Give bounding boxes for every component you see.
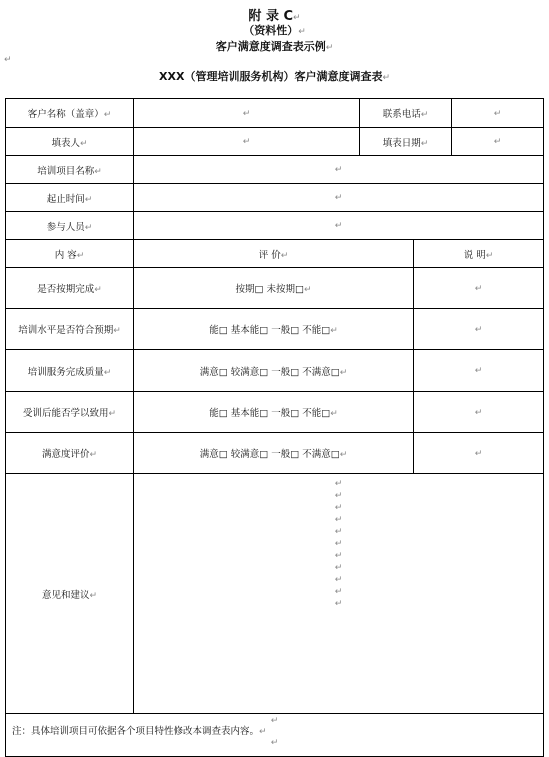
table-row <box>6 433 544 474</box>
col-notes-header: 说 明↵ <box>414 240 544 268</box>
satisfaction-label: 满意度评价↵ <box>6 433 134 474</box>
fill-date-label: 填表日期↵ <box>360 128 452 156</box>
return-mark: ↵ <box>334 503 343 513</box>
service-quality-options[interactable]: 满意□ 较满意□ 一般□ 不满意□↵ <box>134 350 414 392</box>
form-title <box>0 68 549 84</box>
return-mark: ↵ <box>382 73 390 83</box>
table-row <box>6 474 544 714</box>
suggestions-label: 意见和建议↵ <box>6 474 134 714</box>
level-expectation-options[interactable]: 能□ 基本能□ 一般□ 不能□↵ <box>134 309 414 350</box>
table-row <box>6 128 544 156</box>
return-mark: ↵ <box>293 13 301 23</box>
participants-label: 参与人员↵ <box>6 212 134 240</box>
filler-field[interactable]: ↵ <box>134 128 360 156</box>
nature-text: （资料性） <box>243 24 299 37</box>
return-mark: ↵ <box>334 551 343 561</box>
return-mark: ↵ <box>334 515 343 525</box>
satisfaction-notes[interactable]: ↵ <box>414 433 544 474</box>
col-content-header: 内 容↵ <box>6 240 134 268</box>
table-row <box>6 350 544 392</box>
apply-learning-label: 受训后能否学以致用↵ <box>6 392 134 433</box>
contact-phone-field[interactable]: ↵ <box>452 99 544 128</box>
document-subtitle <box>0 38 549 54</box>
return-mark: ↵ <box>334 575 343 585</box>
table-row <box>6 156 544 184</box>
note-cell <box>6 714 544 757</box>
on-time-notes[interactable]: ↵ <box>414 268 544 309</box>
note-text: 注：具体培训项目可依据各个项目特性修改本调查表内容。↵ <box>12 726 267 737</box>
table-row <box>6 309 544 350</box>
participants-field[interactable]: ↵ <box>134 212 544 240</box>
table-header-row <box>6 240 544 268</box>
suggestions-return-marks <box>335 478 343 610</box>
return-mark: ↵ <box>4 55 12 65</box>
subtitle-text: 客户满意度调查表示例 <box>215 40 326 53</box>
level-expectation-label: 培训水平是否符合预期↵ <box>6 309 134 350</box>
return-mark: ↵ <box>334 563 343 573</box>
return-mark: ↵ <box>334 539 343 549</box>
client-name-label: 客户名称（盖章）↵ <box>6 99 134 128</box>
level-expectation-notes[interactable]: ↵ <box>414 309 544 350</box>
apply-learning-notes[interactable]: ↵ <box>414 392 544 433</box>
fill-date-field[interactable]: ↵ <box>452 128 544 156</box>
return-mark: ↵ <box>334 527 343 537</box>
on-time-options[interactable]: 按期□ 未按期□↵ <box>134 268 414 309</box>
suggestions-field[interactable] <box>134 474 544 714</box>
nature-label <box>0 22 549 38</box>
satisfaction-survey-table <box>5 98 544 757</box>
table-row <box>6 99 544 128</box>
period-label: 起止时间↵ <box>6 184 134 212</box>
col-evaluation-header: 评 价↵ <box>134 240 414 268</box>
service-quality-notes[interactable]: ↵ <box>414 350 544 392</box>
return-mark: ↵ <box>270 738 279 748</box>
service-quality-label: 培训服务完成质量↵ <box>6 350 134 392</box>
contact-phone-label: 联系电话↵ <box>360 99 452 128</box>
return-mark: ↵ <box>334 587 343 597</box>
satisfaction-options[interactable]: 满意□ 较满意□ 一般□ 不满意□↵ <box>134 433 414 474</box>
apply-learning-options[interactable]: 能□ 基本能□ 一般□ 不能□↵ <box>134 392 414 433</box>
project-name-label: 培训项目名称↵ <box>6 156 134 184</box>
return-mark: ↵ <box>334 491 343 501</box>
period-field[interactable]: ↵ <box>134 184 544 212</box>
filler-label: 填表人↵ <box>6 128 134 156</box>
return-mark: ↵ <box>325 43 334 53</box>
table-row <box>6 184 544 212</box>
return-mark: ↵ <box>270 716 279 726</box>
return-mark: ↵ <box>298 27 306 37</box>
client-name-field[interactable]: ↵ <box>134 99 360 128</box>
table-row <box>6 212 544 240</box>
on-time-label: 是否按期完成↵ <box>6 268 134 309</box>
form-title-text: XXX（管理培训服务机构）客户满意度调查表 <box>159 70 383 83</box>
appendix-text: 附 录 C <box>248 9 294 24</box>
table-row <box>6 392 544 433</box>
return-mark: ↵ <box>334 479 343 489</box>
table-row <box>6 714 544 757</box>
project-name-field[interactable]: ↵ <box>134 156 544 184</box>
table-row <box>6 268 544 309</box>
return-mark: ↵ <box>334 599 343 609</box>
